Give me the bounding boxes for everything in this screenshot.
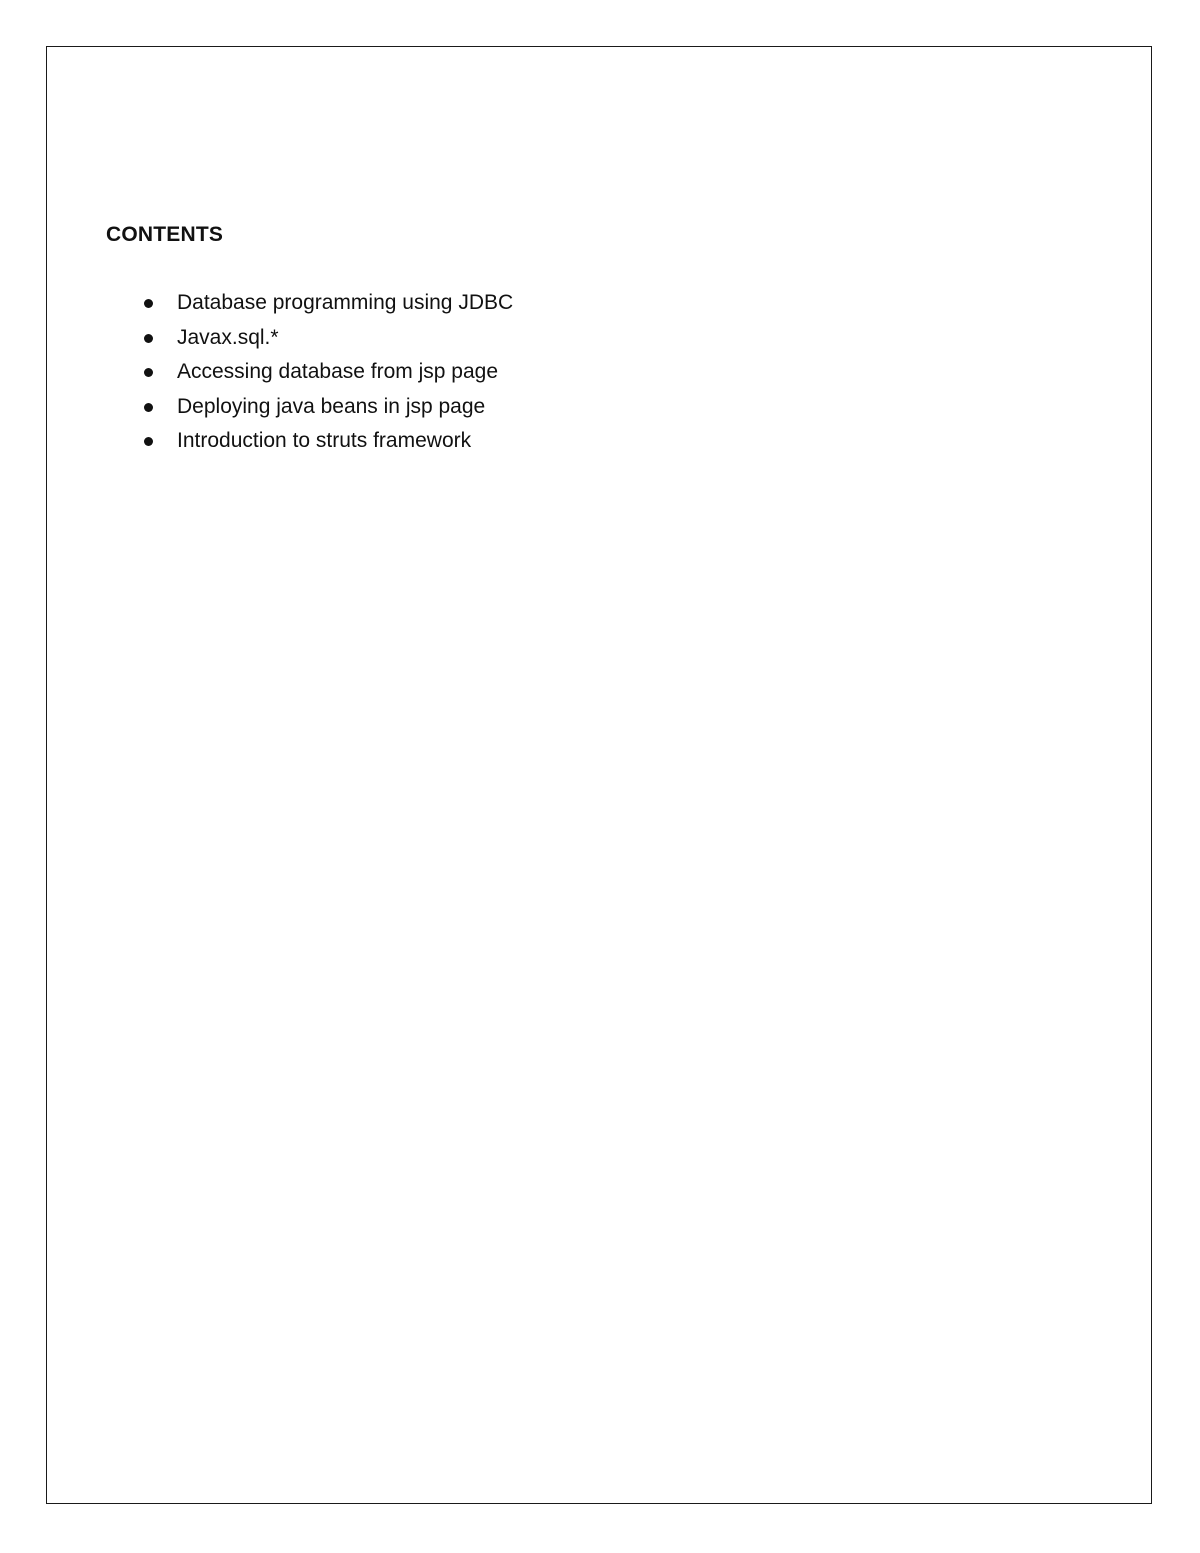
contents-list — [139, 289, 513, 462]
bullet-icon — [144, 334, 153, 343]
bullet-icon — [144, 437, 153, 446]
contents-heading: CONTENTS — [106, 223, 224, 246]
bullet-icon — [144, 403, 153, 412]
list-item-text: Deploying java beans in jsp page — [177, 394, 486, 418]
list-item-text: Database programming using JDBC — [177, 291, 514, 314]
list-item-text: Introduction to struts framework — [177, 429, 472, 452]
bullet-icon — [144, 299, 153, 308]
page-border — [46, 46, 1152, 1504]
list-item — [139, 358, 513, 393]
list-item — [139, 393, 513, 428]
list-item — [139, 427, 513, 462]
bullet-icon — [144, 368, 153, 377]
list-item — [139, 289, 513, 324]
list-item-text: Accessing database from jsp page — [177, 360, 499, 383]
list-item-text: Javax.sql.* — [177, 325, 279, 349]
list-item — [139, 324, 513, 359]
